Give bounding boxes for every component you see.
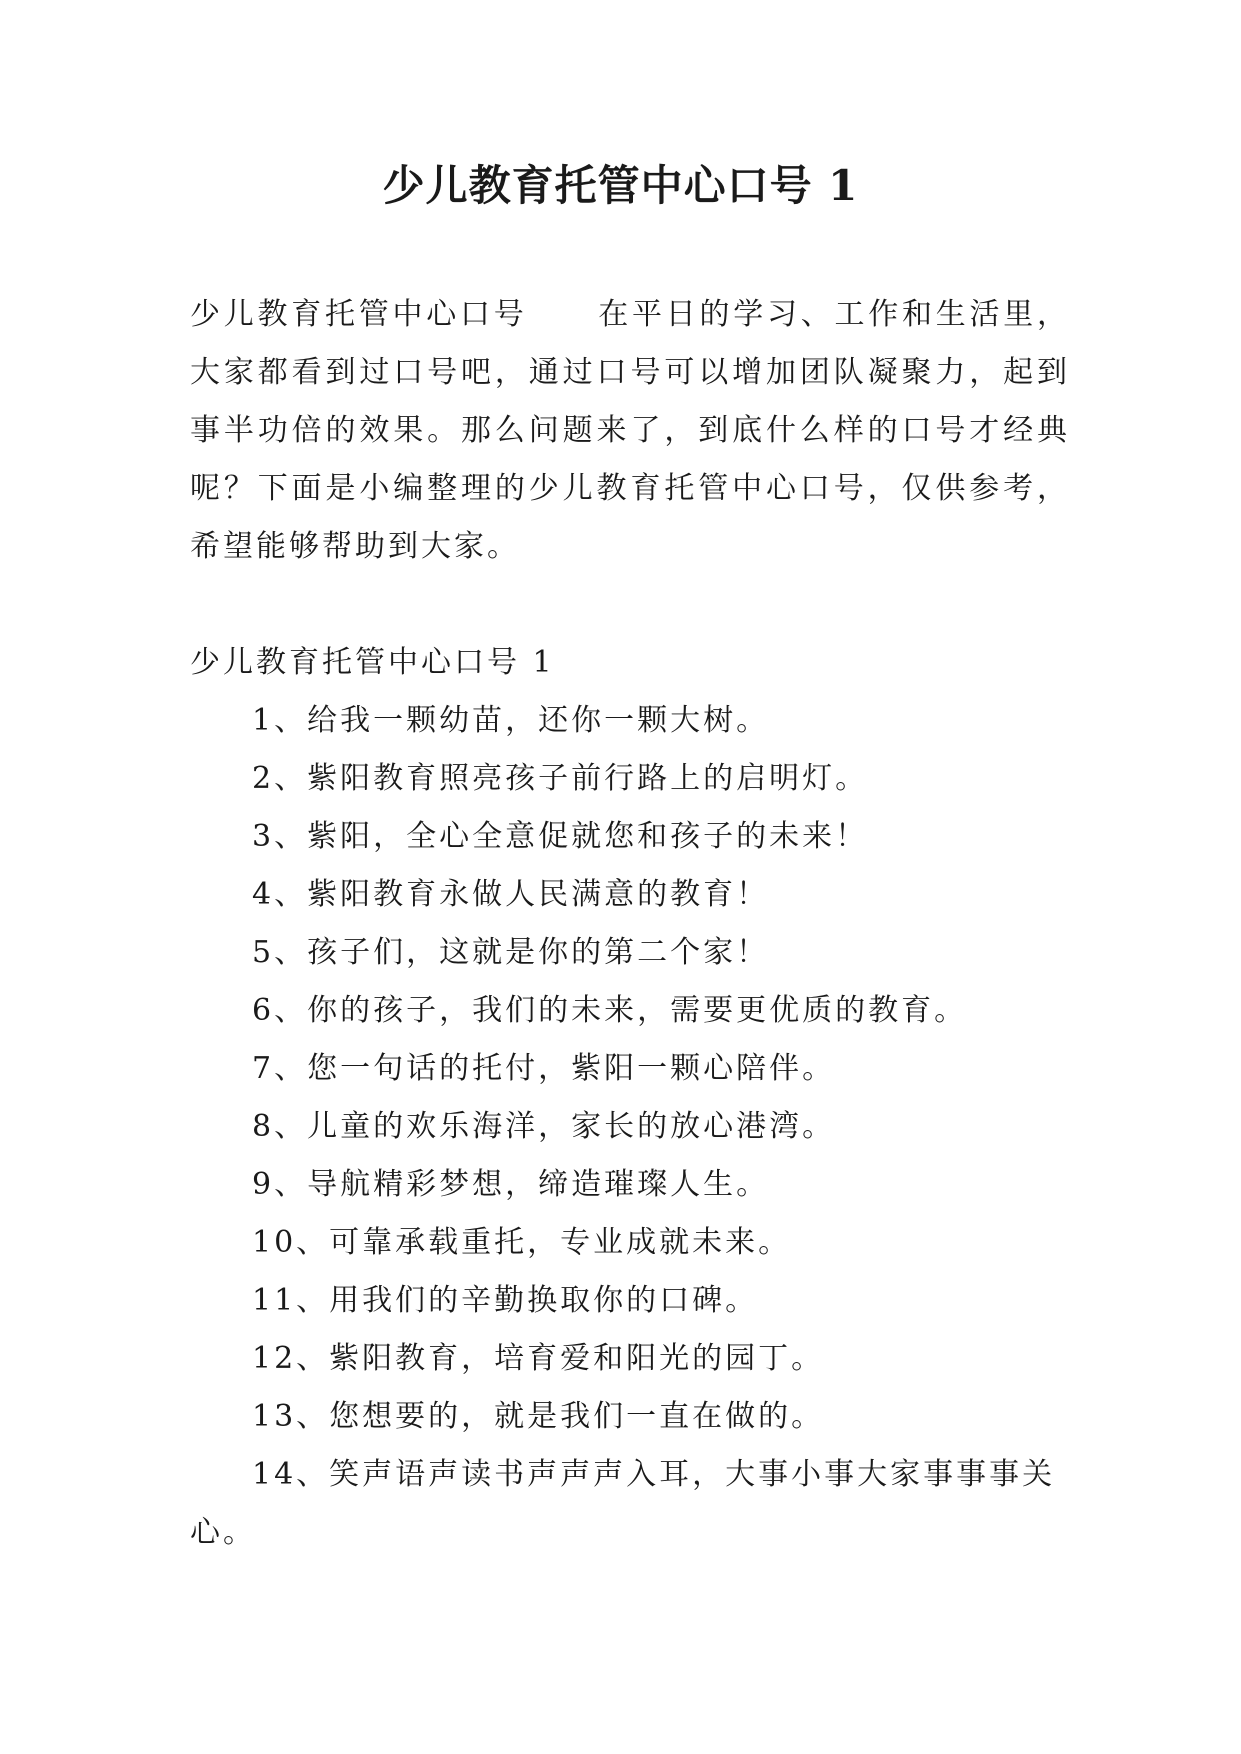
slogan-item: 14、笑声语声读书声声声入耳，大事小事大家事事事关心。: [190, 1457, 1056, 1550]
slogan-item: 10、可靠承载重托，专业成就未来。: [252, 1225, 792, 1260]
slogan-item: 1、给我一颗幼苗，还你一颗大树。: [252, 703, 770, 738]
slogan-item: 3、紫阳，全心全意促就您和孩子的未来！: [252, 819, 869, 854]
slogan-item: 8、儿童的欢乐海洋，家长的放心港湾。: [252, 1109, 836, 1144]
intro-text: 在平日的学习、工作和生活里，大家都看到过口号吧，通过口号可以增加团队凝聚力，起到事半功倍的效果。那么问题来了，到底什么样的口号才经典呢？下面是小编整理的少儿教育托管中心口号，仅供参考，希望能够帮助到大家。: [190, 297, 1070, 564]
slogan-item: 13、您想要的，就是我们一直在做的。: [252, 1399, 825, 1434]
intro-paragraph: [190, 286, 1070, 576]
document-title: 少儿教育托管中心口号 1: [382, 161, 859, 210]
slogan-item: 5、孩子们，这就是你的第二个家！: [252, 935, 770, 970]
slogan-item: 4、紫阳教育永做人民满意的教育！: [252, 877, 770, 912]
slogan-list: [190, 692, 1070, 1562]
slogan-item: 9、导航精彩梦想，缔造璀璨人生。: [252, 1167, 770, 1202]
slogan-item: 7、您一句话的托付，紫阳一颗心陪伴。: [252, 1051, 836, 1086]
section-heading: 少儿教育托管中心口号 1: [190, 645, 555, 680]
intro-lead: 少儿教育托管中心口号: [190, 297, 528, 332]
slogan-item: 6、你的孩子，我们的未来，需要更优质的教育。: [252, 993, 968, 1028]
slogan-item: 12、紫阳教育，培育爱和阳光的园丁。: [252, 1341, 825, 1376]
slogan-item: 11、用我们的辛勤换取你的口碑。: [252, 1283, 759, 1318]
slogan-item: 2、紫阳教育照亮孩子前行路上的启明灯。: [252, 761, 869, 796]
